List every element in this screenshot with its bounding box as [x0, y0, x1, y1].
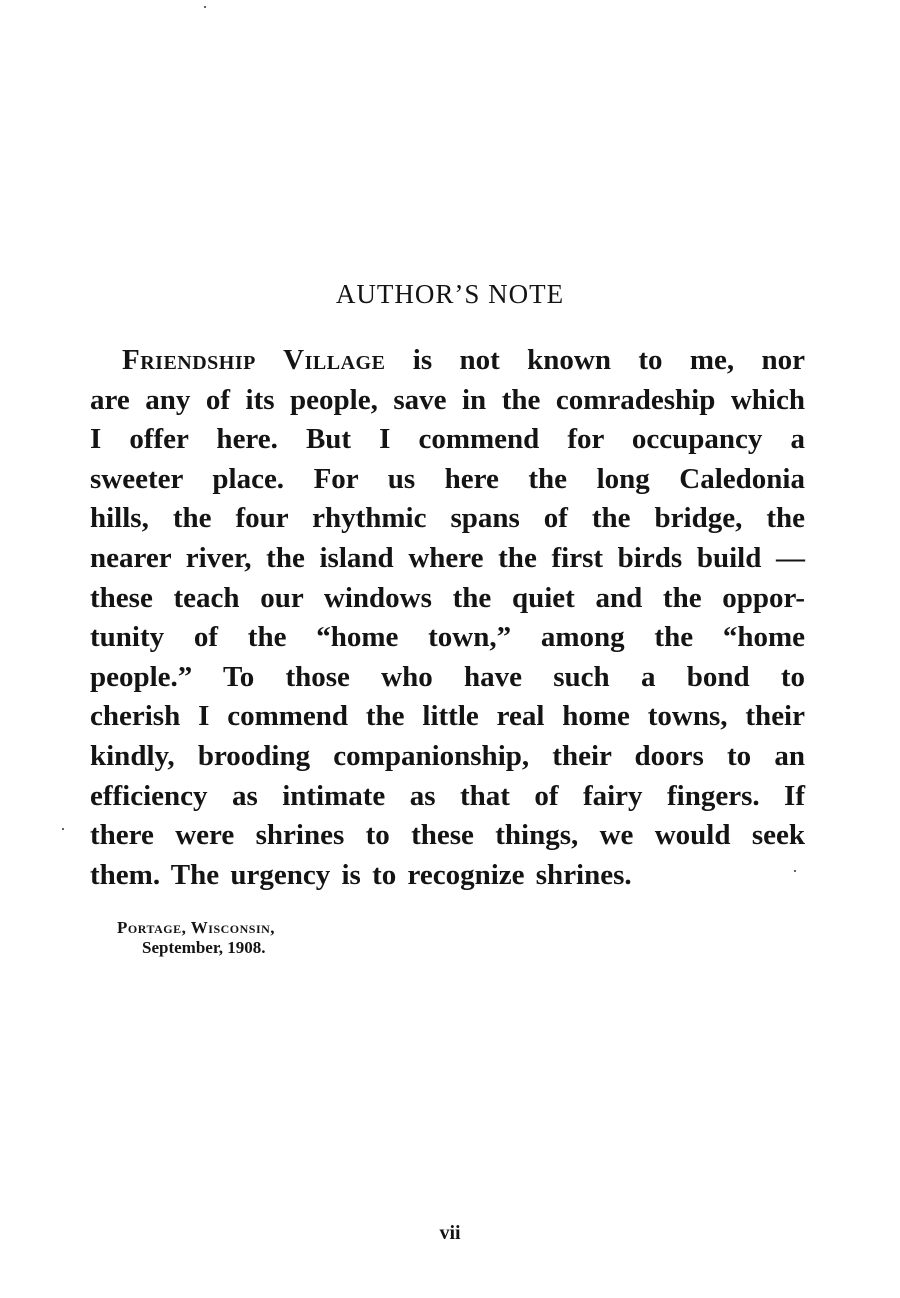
paragraph-line: efficiency as intimate as that of fairy fingers. If [90, 779, 805, 812]
paragraph-line: are any of its people, save in the comradeship which [90, 383, 805, 416]
paragraph-line: these teach our windows the quiet and the oppor- [90, 581, 805, 614]
paragraph-line: hills, the four rhythmic spans of the bridge, the [90, 502, 805, 535]
lead-small-caps: Friendship Village [122, 344, 386, 376]
dateline-date: September, 1908. [142, 938, 266, 957]
paragraph-line [90, 341, 805, 381]
page-title: AUTHOR’S NOTE [335, 279, 565, 309]
paragraph-line: nearer river, the island where the first birds build — [90, 541, 805, 574]
dateline-place: Portage, Wisconsin, [117, 918, 276, 937]
paragraph-line: them. The urgency is to recognize shrines. [90, 858, 632, 891]
paragraph-line: tunity of the “home town,” among the “home [90, 621, 805, 654]
paragraph-line: sweeter place. For us here the long Caledonia [90, 462, 805, 495]
paragraph-line: I offer here. But I commend for occupancy a [90, 423, 805, 456]
paragraph-line-text: is not known to me, nor [385, 344, 805, 376]
paragraph-line: cherish I commend the little real home towns, their [90, 700, 805, 733]
print-speck [794, 870, 796, 872]
paragraph-line: people.” To those who have such a bond to [90, 660, 805, 693]
paragraph-line: kindly, brooding companionship, their doors to an [90, 739, 805, 772]
print-speck [204, 6, 206, 8]
paragraph-line: there were shrines to these things, we would seek [90, 819, 805, 852]
print-speck [62, 828, 64, 830]
dateline [117, 918, 275, 958]
page-number: vii [439, 1222, 461, 1244]
author-note-paragraph [90, 341, 805, 895]
